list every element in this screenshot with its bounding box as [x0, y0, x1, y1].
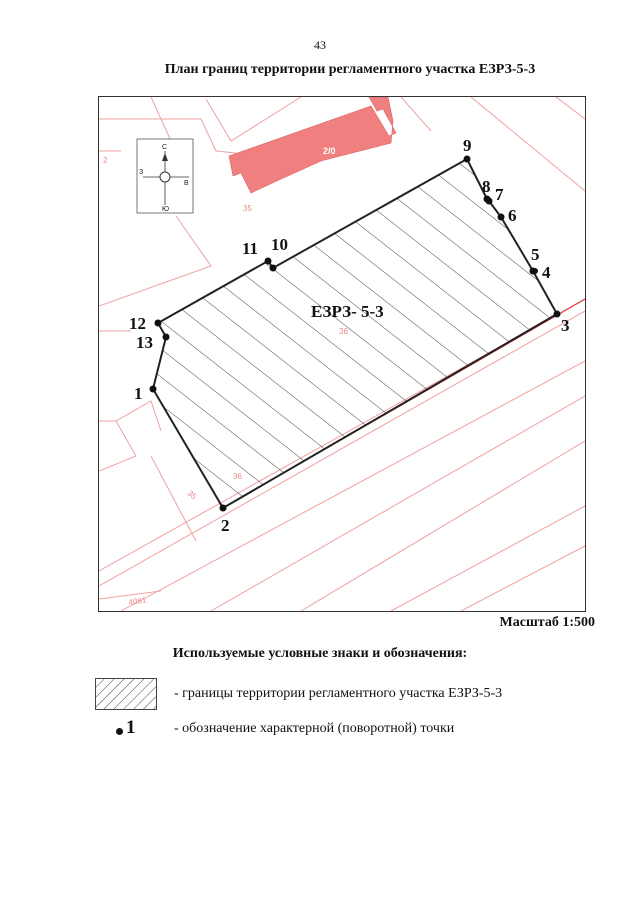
- page-title: План границ территории регламентного участка ЕЗРЗ-5-3: [164, 62, 536, 77]
- corner-point-2: [220, 505, 227, 512]
- point-label-13: 13: [136, 333, 153, 352]
- corner-point-5: [532, 268, 538, 274]
- legend-text-boundary: - границы территории регламентного участка ЕЗРЗ-5-3: [174, 686, 503, 701]
- corner-point-10: [270, 265, 277, 272]
- point-legend-symbol: [116, 716, 156, 744]
- corner-point-11: [265, 258, 272, 265]
- map-frame: [98, 96, 586, 612]
- corner-point-8: [484, 196, 491, 203]
- point-label-2: 2: [221, 516, 230, 535]
- legend-heading: Используемые условные знаки и обозначения:: [172, 646, 468, 661]
- point-label-5: 5: [531, 245, 540, 264]
- legend-text-point: - обозначение характерной (поворотной) точки: [174, 721, 455, 736]
- corner-point-12: [155, 320, 162, 327]
- point-label-8: 8: [482, 177, 491, 196]
- point-label-3: 3: [561, 316, 570, 335]
- point-label-4: 4: [542, 263, 551, 282]
- point-label-7: 7: [495, 185, 504, 204]
- zone-label: ЕЗРЗ- 5-3: [311, 302, 384, 321]
- point-label-12: 12: [129, 314, 146, 333]
- compass-east: В: [184, 180, 189, 187]
- cadastral-label: 35: [185, 488, 199, 502]
- cadastral-label: 35: [243, 204, 252, 213]
- compass-west: З: [139, 169, 144, 176]
- building: [229, 97, 396, 193]
- corner-point-9: [464, 156, 471, 163]
- point-label-10: 10: [271, 235, 288, 254]
- page-number: 43: [314, 38, 326, 52]
- compass-north: С: [162, 144, 168, 151]
- compass-south: Ю: [162, 206, 170, 213]
- cadastral-label: 4081: [128, 595, 147, 607]
- site-plan-map: [99, 97, 585, 611]
- point-legend-number: 1: [126, 717, 136, 738]
- point-label-9: 9: [463, 136, 472, 155]
- point-label-11: 11: [242, 239, 259, 258]
- building-label: 2/0: [323, 146, 336, 156]
- corner-point-1: [150, 386, 157, 393]
- compass-rose: [137, 139, 193, 213]
- map-scale: Масштаб 1:500: [499, 615, 595, 630]
- point-label-6: 6: [508, 206, 517, 225]
- cadastral-label: 2: [103, 156, 108, 165]
- corner-point-13: [163, 334, 170, 341]
- point-label-1: 1: [134, 384, 143, 403]
- corner-point-3: [554, 311, 561, 318]
- corner-point-6: [498, 214, 505, 221]
- zone-boundary-polygon: [153, 159, 557, 508]
- point-dot-icon: [116, 728, 123, 735]
- hatch-legend-swatch: [95, 678, 157, 710]
